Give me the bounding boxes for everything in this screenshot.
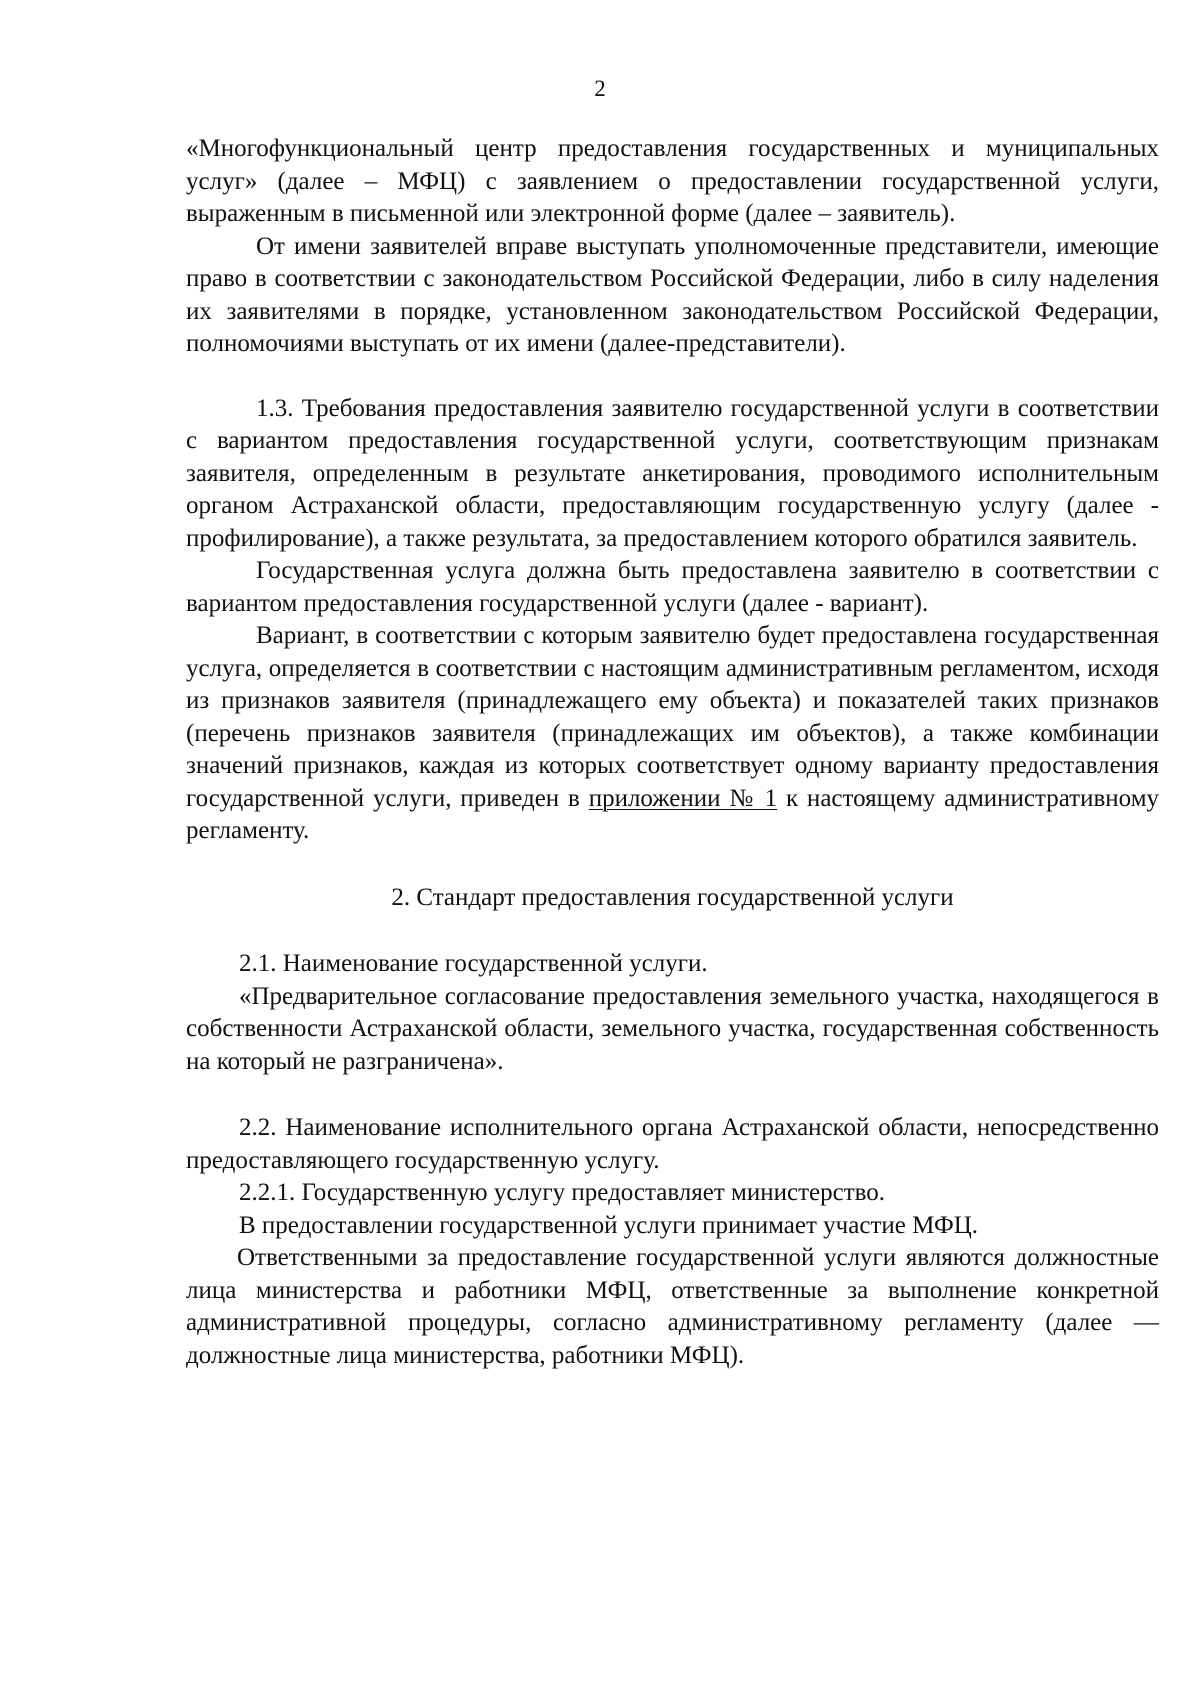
paragraph-2-2-executive-body: 2.2. Наименование исполнительного органа Астраханской области, непосредственно предоставляющего государственную услугу. <box>186 1114 1159 1174</box>
document-body <box>186 133 1159 1372</box>
spacer <box>186 914 1159 948</box>
variant-text-before: Вариант, в соответствии с которым заявителю будет предоставлена государственная услуга, определяется в соответствии с настоящим административным регламентом, исходя из признаков заявителя (принадлежащего ему объекта) и показателей таких признаков (перечень признаков заявителя (принадлежащих им объектов), а также комбинации значений признаков, каждая из которых соответствует одному варианту предоставления государственной услуги, приведен в <box>186 622 1159 812</box>
paragraph-responsible-officials: Ответственными за предоставление государственной услуги являются должностные лица министерства и работники МФЦ, ответственные за выполнение конкретной административной процедуры, согласно административному регламенту (далее — должностные лица министерства, работники МФЦ). <box>186 1244 1159 1369</box>
paragraph-mfc-applicant: «Многофункциональный центр предоставления государственных и муниципальных услуг» (далее – МФЦ) с заявлением о предоставлении государственной услуги, выраженным в письменной или электронной форме (далее – заявитель). <box>186 135 1159 227</box>
section-heading-standard: 2. Стандарт предоставления государственной услуги <box>391 883 954 911</box>
paragraph-service-title: «Предварительное согласование предоставления земельного участка, находящегося в собственности Астраханской области, земельного участка, государственная собственность на который не разграничена». <box>186 982 1159 1075</box>
paragraph-mfc-participation: В предоставлении государственной услуги принимает участие МФЦ. <box>239 1211 979 1239</box>
paragraph-2-1-service-name: 2.1. Наименование государственной услуги. <box>239 950 708 977</box>
variant-text-after: к настоящему административному регламенту. <box>186 784 1160 844</box>
appendix-1-link[interactable]: приложении № 1 <box>588 784 778 812</box>
spacer <box>186 1078 1159 1112</box>
spacer <box>186 848 1159 882</box>
paragraph-1-3-requirements: 1.3. Требования предоставления заявителю государственной услуги в соответствии с вариантом предоставления государственной услуги, соответствующим признакам заявителя, определенным в результате анкетирования, проводимого исполнительным органом Астраханской области, предоставляющим государственную услугу (далее - профилирование), а также результата, за предоставлением которого обратился заявитель. <box>186 394 1159 552</box>
paragraph-variant-provision: Государственная услуга должна быть предоставлена заявителю в соответствии с вариантом предоставления государственной услуги (далее - вариант). <box>186 557 1159 617</box>
paragraph-representatives: От имени заявителей вправе выступать уполномоченные представители, имеющие право в соответствии с законодательством Российской Федерации, либо в силу наделения их заявителями в порядке, установленном законодательством Российской Федерации, полномочиями выступать от их имени (далее-представители). <box>186 232 1159 357</box>
page-number: 2 <box>594 76 606 101</box>
paragraph-variant-determination <box>186 620 1159 848</box>
spacer <box>186 361 1159 393</box>
paragraph-2-2-1-ministry: 2.2.1. Государственную услугу предоставляет министерство. <box>239 1179 886 1206</box>
